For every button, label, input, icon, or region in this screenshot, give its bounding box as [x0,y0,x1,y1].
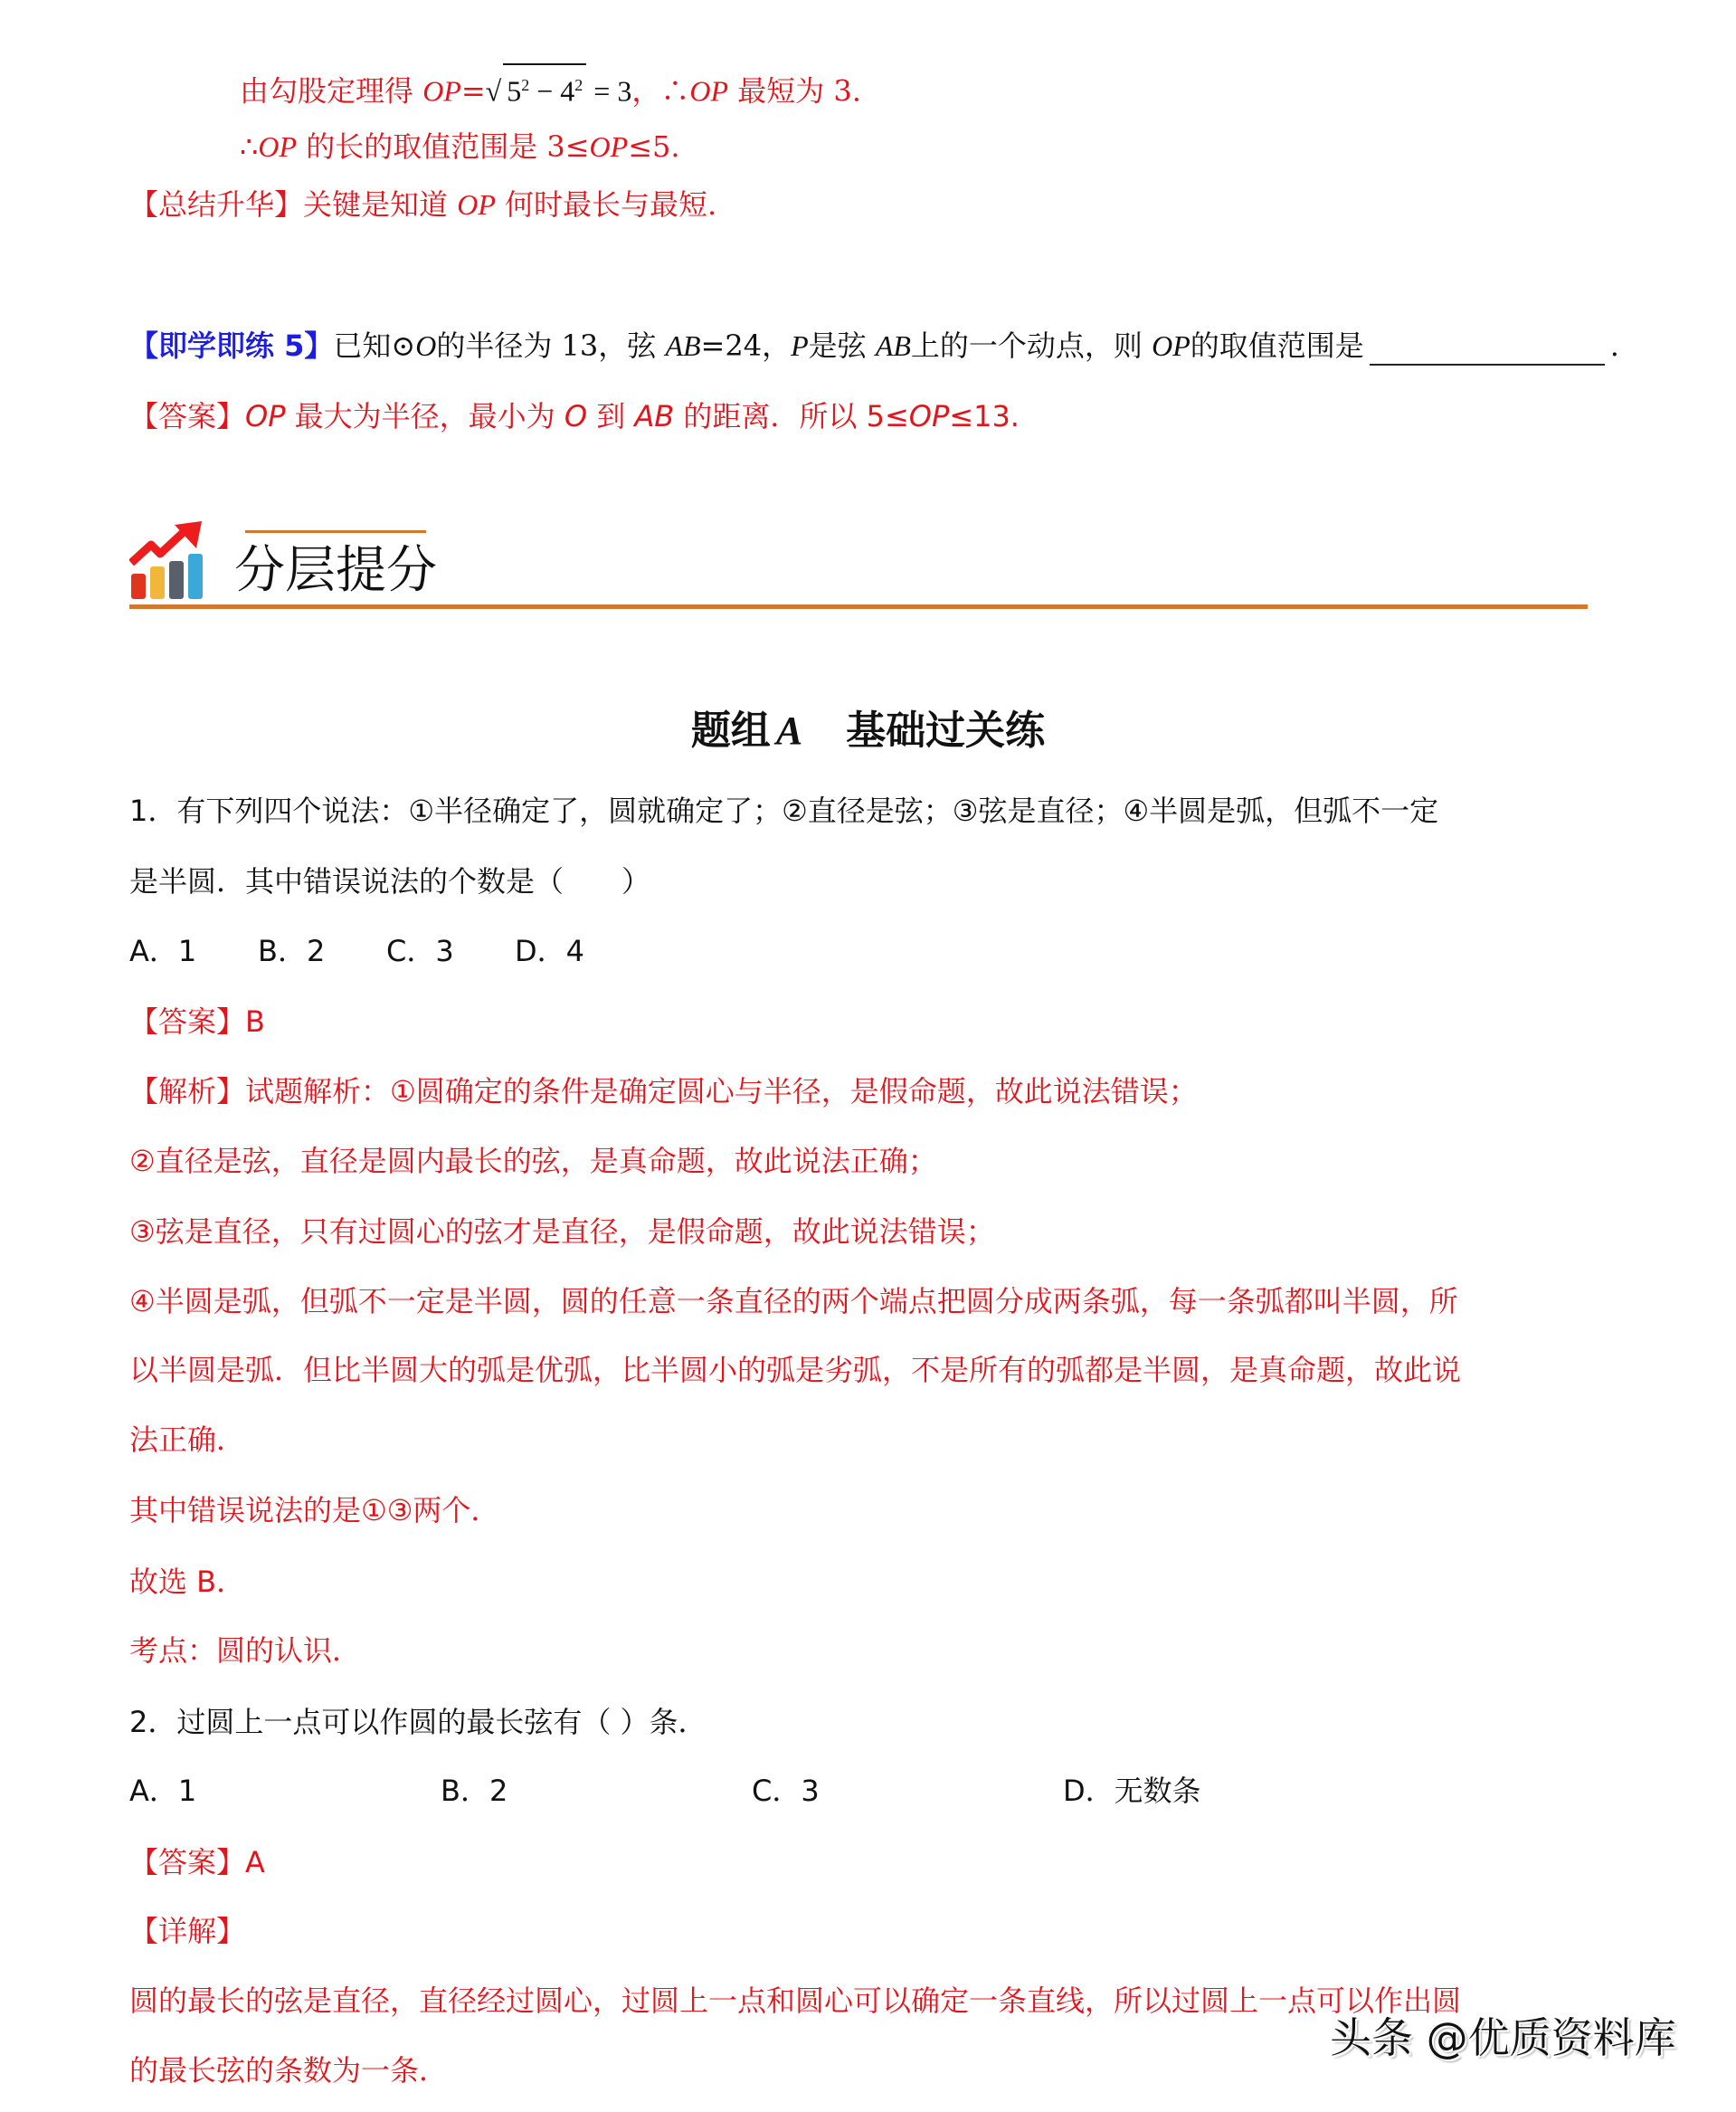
answer-label: 【答案】 [129,399,246,433]
question-number: 1． [129,794,177,828]
summary-line [129,185,716,224]
q2-detail-line [129,2050,448,2090]
answer-value: A [245,1845,265,1879]
section-header [129,521,1588,612]
analysis-label: 【解析】 [129,1074,246,1108]
text: ≤5. [628,129,680,164]
answer-label: 【答案】 [129,1004,246,1039]
q1-analysis-line [129,1281,1458,1321]
analysis-text: ④半圆是弧，但弧不一定是半圆，圆的任意一条直径的两个端点把圆分成两条弧，每一条弧都叫半圆，所 [129,1284,1458,1318]
var-op: OP [245,399,286,433]
text: 上的一个动点，则 [910,328,1153,363]
var-p: P [791,329,809,362]
q1-analysis-line [129,1071,1198,1111]
var-o: O [415,329,437,362]
group-title-prefix: 题组 [690,708,771,754]
var-ab: AB [875,329,911,362]
var-op: OP [589,130,629,163]
text: =24， [700,328,792,363]
q2-stem-line1 [129,1702,707,1742]
text: 的距离．所以 5≤ [674,399,909,433]
growth-chart-icon [129,521,205,601]
text: 已知⊙ [333,328,416,363]
group-title-suffix: 基础过关练 [846,708,1046,754]
analysis-text: ③弦是直径，只有过圆心的弦才是直径，是假命题，故此说法错误； [129,1214,995,1249]
q1-answer [129,1002,265,1042]
q1-stem-line1 [129,791,1438,831]
watermark: 头条 @优质资料库 [1330,2013,1676,2062]
detail-text: 的最长弦的条数为一条． [129,2053,449,2088]
analysis-text: 试题解析：①圆确定的条件是确定圆心与半径，是假命题，故此说法错误； [245,1074,1198,1108]
var-op: OP [689,74,728,108]
text: 的长的取值范围是 3≤ [297,129,590,164]
exponent: 2 [521,76,530,94]
var-ab: AB [634,399,675,433]
exponent: 2 [574,76,583,94]
q1-analysis-line [129,1631,361,1670]
solution-line-pythagoras [240,63,861,111]
practice5-answer [129,396,1020,436]
text: 的取值范围是 [1190,328,1364,363]
text: 关键是知道 [303,187,458,222]
var-ab: AB [665,329,701,362]
analysis-text: 其中错误说法的是①③两个． [129,1493,500,1527]
minus: − [529,74,561,108]
var-op: OP [422,74,461,108]
base: 4 [560,74,575,108]
question-text: 过圆上一点可以作圆的最长弦有（ ）条． [176,1705,707,1739]
var-op: OP [258,130,298,163]
q2-options [129,1771,1201,1811]
option-b[interactable]: B．2 [258,934,326,968]
q1-analysis-line [129,1490,499,1530]
question-number: 2． [129,1705,177,1739]
header-bottom-rule [129,604,1588,609]
var-op: OP [457,188,496,221]
text: ≤13. [949,399,1020,433]
analysis-text: 法正确． [129,1422,246,1457]
group-letter: A [775,709,803,753]
q1-analysis-line [129,1420,245,1460]
option-c[interactable]: C．3 [752,1774,820,1808]
answer-value: B [245,1004,265,1039]
sqrt-expression: √ $5^2 - 4^2$ [486,63,587,111]
question-text: 有下列四个说法：①半径确定了，圆就确定了；②直径是弦；③弦是直径；④半圆是弧，但弧不一定 [176,794,1439,828]
text: 最大为半径，最小为 [285,399,564,433]
q1-analysis-line [129,1212,995,1251]
detail-label: 【详解】 [129,1914,246,1948]
text: 何时最长与最短. [495,187,717,222]
var-op: OP [908,399,950,433]
practice5-question [129,326,1619,366]
equals: = [460,73,486,109]
option-a[interactable]: A．1 [129,934,197,968]
var-op: OP [1152,329,1191,362]
summary-label: 【总结升华】 [129,187,304,222]
question-text: 是半圆．其中错误说法的个数是（ ） [129,864,651,899]
q1-stem-line2 [129,861,650,901]
header-top-rule [245,530,426,533]
analysis-text: ②直径是弦，直径是圆内最长的弦，是真命题，故此说法正确； [129,1144,937,1178]
analysis-text: 故选 B． [129,1565,246,1599]
therefore-symbol: ∴ [240,129,259,164]
option-b[interactable]: B．2 [441,1774,508,1808]
text: 由勾股定理得 [240,73,423,109]
result: = 3 [586,74,632,108]
group-title [0,706,1736,756]
option-c[interactable]: C．3 [386,934,454,968]
q1-options [129,931,584,971]
option-d[interactable]: D．4 [515,934,585,968]
q2-detail-label [129,1911,245,1951]
answer-blank[interactable] [1370,337,1605,366]
section-title: 分层提分 [234,541,437,600]
q1-analysis-line [129,1350,1461,1390]
therefore-symbol: ∴ [660,73,690,109]
base: 5 [507,74,522,108]
text: 是弦 [808,328,876,363]
q2-answer [129,1842,265,1882]
option-d[interactable]: D．无数条 [1063,1774,1201,1808]
practice5-label: 【即学即练 5】 [129,328,334,363]
answer-label: 【答案】 [129,1845,246,1879]
text: 到 [587,399,635,433]
analysis-text: 以半圆是弧．但比半圆大的弧是优弧，比半圆小的弧是劣弧，不是所有的弧都是半圆，是真命题，故此说 [129,1353,1462,1387]
text: 的半径为 13，弦 [436,328,666,363]
comma: ， [631,73,661,109]
period: . [1609,328,1619,363]
solution-line-range [240,127,680,166]
detail-text: 圆的最长的弦是直径，直径经过圆心，过圆上一点和圆心可以确定一条直线，所以过圆上一点可以作出圆 [129,1984,1462,2018]
analysis-text: 考点：圆的认识． [129,1633,362,1668]
text: 最短为 3. [728,73,861,109]
q1-analysis-line [129,1141,937,1181]
var-o: O [564,399,588,433]
option-a[interactable]: A．1 [129,1774,197,1808]
q2-detail-line [129,1981,1461,2021]
q1-analysis-line [129,1562,245,1602]
